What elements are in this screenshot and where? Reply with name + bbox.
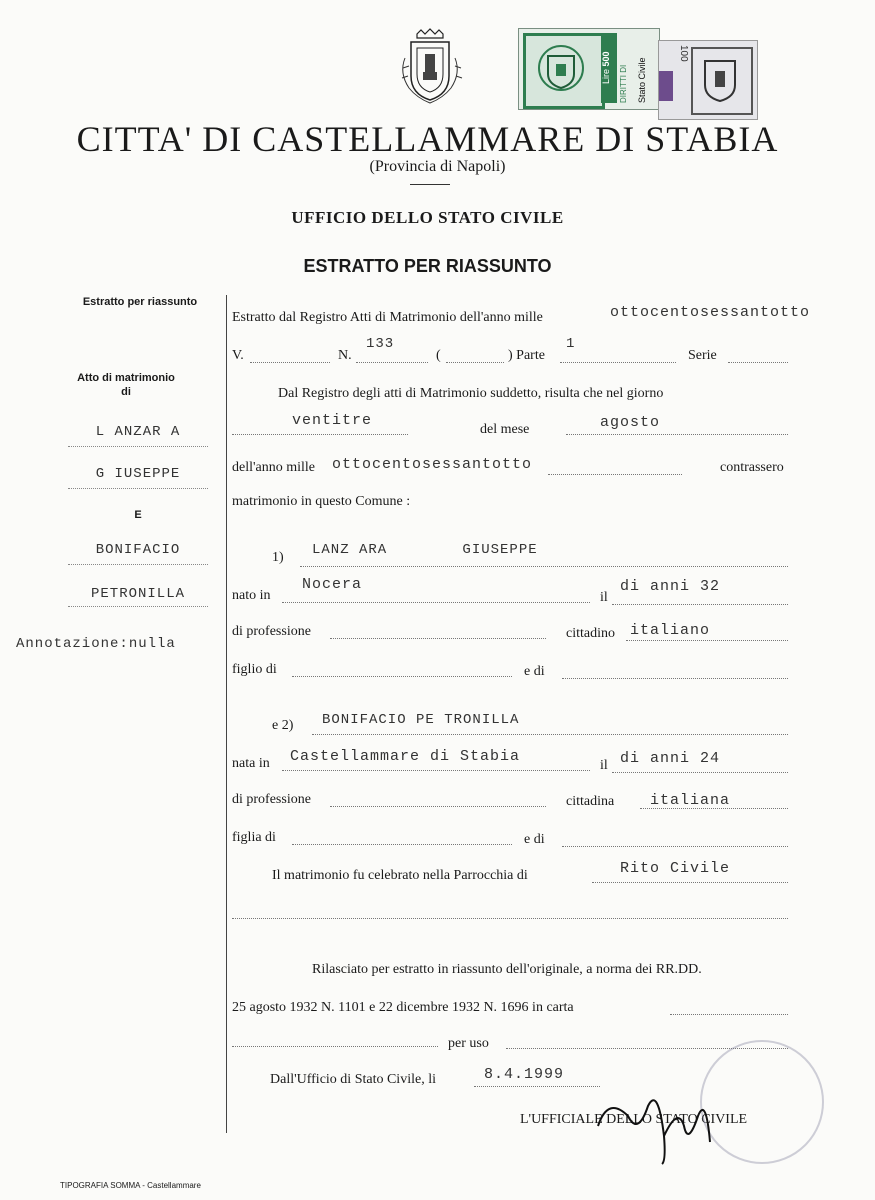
e-di-2: e di [524, 832, 545, 847]
spouse2-number: e 2) [272, 718, 294, 733]
sidebar-act-label: Atto di matrimonio [77, 372, 175, 384]
sidebar-surname2: BONIFACIO [95, 542, 181, 558]
stamp-lire: Lire [601, 69, 611, 85]
son-label: figlio di [232, 662, 277, 677]
revenue-stamp-500 [518, 28, 660, 110]
stamp-value: 500 [601, 51, 611, 67]
revenue-stamp-100 [658, 40, 758, 120]
intro-text: Dal Registro degli atti di Matrimonio suddetto, risulta che nel giorno [278, 386, 664, 401]
born-f-label: nata in [232, 756, 270, 771]
issued-line2: 25 agosto 1932 N. 1101 e 22 dicembre 1932 N. 1696 in carta [232, 1000, 574, 1015]
parte-value: 1 [566, 336, 576, 352]
age1-value: di anni 32 [620, 578, 721, 595]
serie-label: Serie [688, 348, 717, 363]
office-date-label: Dall'Ufficio di Stato Civile, li [270, 1072, 436, 1087]
paren-open: ( [436, 348, 441, 363]
il2-label: il [600, 758, 608, 773]
stamp-diritti: DIRITTI DI [619, 64, 628, 103]
n-label: N. [338, 348, 352, 363]
sidebar-di: di [121, 386, 131, 398]
profession-label: di professione [232, 624, 311, 639]
province: (Provincia di Napoli) [369, 158, 506, 175]
year2-value: ottocentosessantotto [332, 456, 533, 473]
born-place: Nocera [302, 576, 363, 593]
year2-label: dell'anno mille [232, 460, 316, 475]
day-value: ventitre [292, 412, 373, 429]
born-f-place: Castellammare di Stabia [290, 748, 521, 765]
line1-label: Estratto dal Registro Atti di Matrimonio dell'anno mille [232, 310, 543, 325]
contracted-label: contrassero [720, 460, 784, 475]
signature [588, 1076, 728, 1166]
office-heading: UFFICIO DELLO STATO CIVILE [291, 208, 564, 227]
spouse2-name: BONIFACIO PE TRONILLA [322, 712, 520, 728]
spouse1-number: 1) [272, 550, 284, 565]
daughter-label: figlia di [232, 830, 276, 845]
parish-value: Rito Civile [620, 860, 731, 877]
officer-title: L'UFFICIALE DELLO STATO CIVILE [520, 1112, 748, 1127]
sidebar-annotation: Annotazione:nulla [16, 636, 176, 652]
coat-of-arms-emblem [395, 28, 465, 106]
printer-footer: TIPOGRAFIA SOMMA - Castellammare [60, 1181, 201, 1190]
n-value: 133 [366, 336, 395, 352]
spouse1-name: LANZ ARA GIUSEPPE [312, 542, 538, 558]
marriage-in-label: matrimonio in questo Comune : [232, 494, 411, 509]
v-label: V. [232, 348, 244, 363]
sidebar-name2: PETRONILLA [90, 586, 185, 602]
stamp2-value: 100 [678, 45, 689, 62]
sidebar-name1: G IUSEPPE [95, 466, 181, 482]
stamp-stato-civile: Stato Civile [637, 57, 647, 103]
month-value: agosto [600, 414, 661, 431]
citizen-m-label: cittadino [566, 626, 615, 641]
citizen-f-label: cittadina [566, 794, 615, 809]
year-value: ottocentosessantotto [610, 304, 811, 321]
use-label: per uso [448, 1036, 489, 1051]
sidebar-heading: Estratto per riassunto [82, 296, 198, 308]
e-di-1: e di [524, 664, 545, 679]
born-label: nato in [232, 588, 271, 603]
il1-label: il [600, 590, 608, 605]
page-title: CITTA' DI CASTELLAMMARE DI STABIA [76, 119, 779, 159]
age2-value: di anni 24 [620, 750, 721, 767]
column-divider [226, 295, 227, 1133]
celebrated-label: Il matrimonio fu celebrato nella Parrocchia di [272, 868, 528, 883]
date-value: 8.4.1999 [484, 1066, 565, 1083]
issued-line1: Rilasciato per estratto in riassunto dell'originale, a norma dei RR.DD. [312, 962, 702, 977]
parte-label: ) Parte [508, 348, 545, 363]
title-divider [410, 184, 450, 185]
profession2-label: di professione [232, 792, 311, 807]
sidebar-surname1: L ANZAR A [95, 424, 181, 440]
doc-type-heading: ESTRATTO PER RIASSUNTO [303, 256, 552, 276]
citizen-f-value: italiana [650, 792, 731, 809]
sidebar-e: E [134, 509, 142, 521]
month-label: del mese [480, 422, 530, 437]
citizen-m-value: italiano [630, 622, 711, 639]
